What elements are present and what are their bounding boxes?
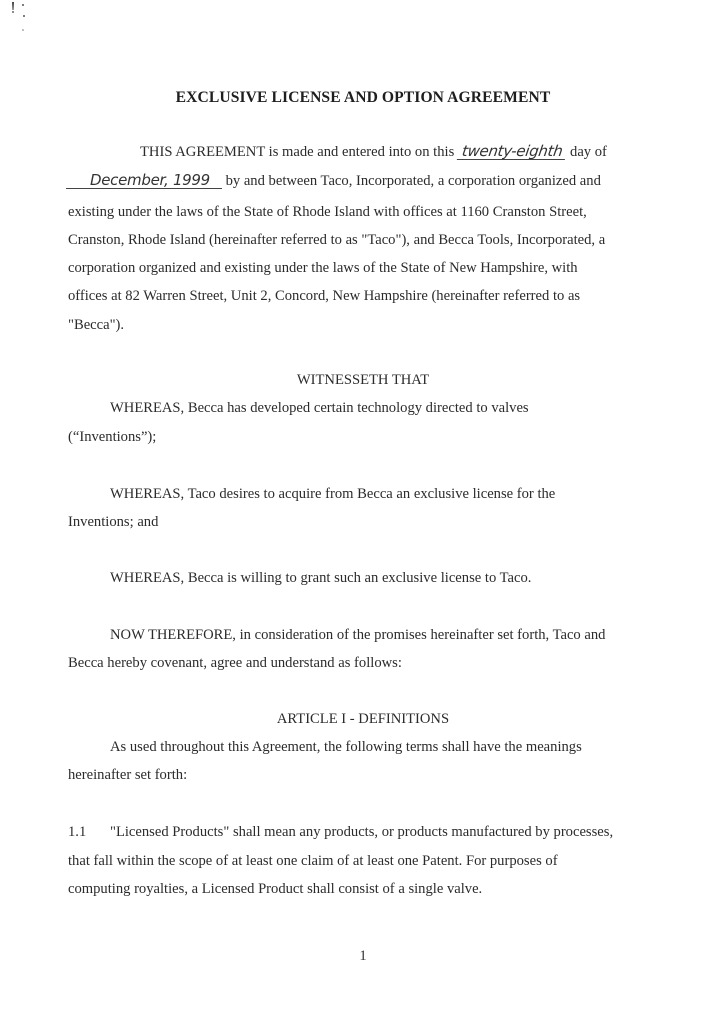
section-1-1-line-3: computing royalties, a Licensed Product shall consist of a single valve. [68, 881, 483, 897]
preamble-line-1 [140, 143, 607, 161]
handwritten-month-year: December, 1999 [66, 172, 222, 189]
preamble-parties: by and between Taco, Incorporated, a corporation organized and [225, 173, 601, 189]
article-intro-line-2: hereinafter set forth: [68, 767, 188, 783]
whereas-1-line-2: (“Inventions”); [68, 429, 157, 445]
preamble-line: existing under the laws of the State of Rhode Island with offices at 1160 Cranston Street, [68, 204, 587, 220]
preamble-line: Cranston, Rhode Island (hereinafter referred to as "Taco"), and Becca Tools, Incorporated, a [68, 232, 606, 248]
article-intro-line-1: As used throughout this Agreement, the following terms shall have the meanings [110, 739, 582, 755]
preamble-day-of: day of [570, 144, 607, 160]
whereas-3: WHEREAS, Becca is willing to grant such an exclusive license to Taco. [110, 570, 532, 586]
now-therefore-line-1: NOW THEREFORE, in consideration of the promises hereinafter set forth, Taco and [110, 627, 606, 643]
section-1-1-number: 1.1 [68, 824, 87, 840]
witnesseth-heading: WITNESSETH THAT [296, 372, 430, 388]
now-therefore-line-2: Becca hereby covenant, agree and understand as follows: [68, 655, 402, 671]
whereas-1-line-1: WHEREAS, Becca has developed certain technology directed to valves [110, 400, 529, 416]
whereas-2-line-1: WHEREAS, Taco desires to acquire from Becca an exclusive license for the [110, 486, 556, 502]
preamble-prefix: THIS AGREEMENT is made and entered into on this [140, 144, 455, 160]
whereas-2-line-2: Inventions; and [68, 514, 159, 530]
preamble-line-2 [66, 172, 601, 190]
article-heading: ARTICLE I - DEFINITIONS [276, 711, 450, 727]
preamble-line: corporation organized and existing under the laws of the State of New Hampshire, with [68, 260, 578, 276]
handwritten-day: twenty-eighth [457, 143, 568, 160]
scan-specks-icon [8, 0, 28, 34]
page-number: 1 [359, 948, 367, 964]
document-title: EXCLUSIVE LICENSE AND OPTION AGREEMENT [175, 89, 551, 106]
preamble-line: offices at 82 Warren Street, Unit 2, Concord, New Hampshire (hereinafter referred to as [68, 288, 581, 304]
section-1-1-line-2: that fall within the scope of at least one claim of at least one Patent. For purposes of [68, 853, 558, 869]
preamble-line: "Becca"). [68, 317, 125, 333]
section-1-1-line-1: "Licensed Products" shall mean any products, or products manufactured by processes, [110, 824, 614, 840]
